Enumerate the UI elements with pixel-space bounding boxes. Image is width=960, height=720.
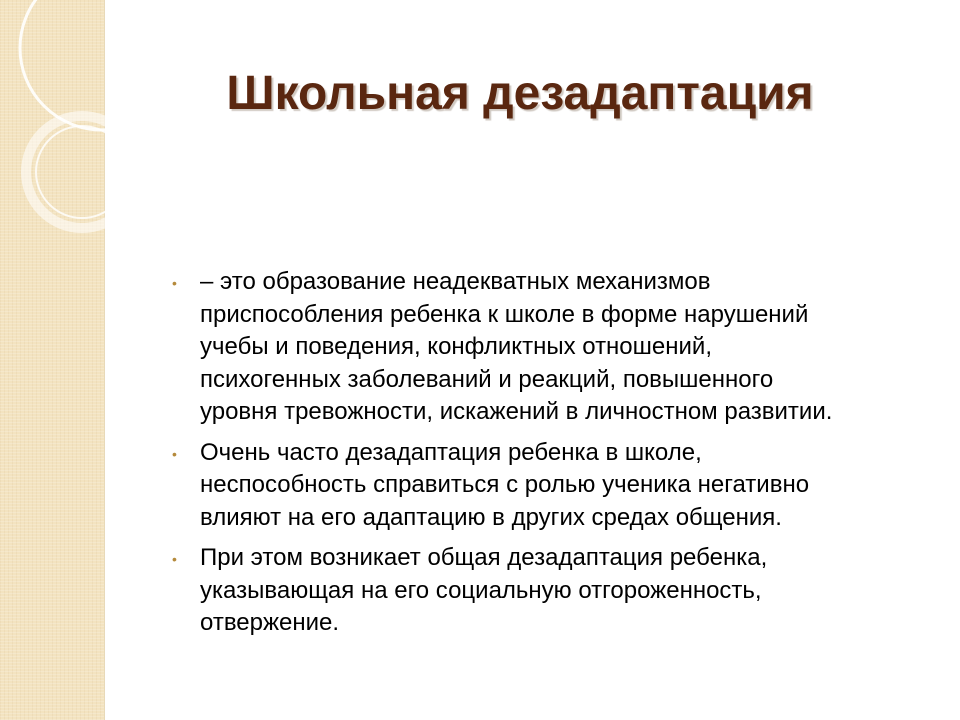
bullet-item-consequences xyxy=(172,437,912,535)
bullet-text: При этом возникает общая дезадаптация ребенка, указывающая на его социальную отгороженность, отвержение. xyxy=(200,544,768,636)
bullet-item-definition xyxy=(172,266,912,429)
decorative-rings xyxy=(0,0,140,260)
bullet-item-general-maladaptation xyxy=(172,542,912,640)
bullet-text: Очень часто дезадаптация ребенка в школе, неспособность справиться с ролью ученика негативно влияют на его адаптацию в других средах общения. xyxy=(200,438,810,531)
bullet-marker: • xyxy=(172,275,177,291)
bullet-text: – это образование неадекватных механизмов приспособления ребенка к школе в форме нарушений учебы и поведения, конфликтных отношений, психогенных заболеваний и реакций, повышенного уровня тревожности, искажений в личностном развитии. xyxy=(200,268,833,425)
bullet-marker: • xyxy=(172,445,177,462)
slide-title: Школьная дезадаптация xyxy=(226,67,814,120)
bullet-marker: • xyxy=(172,551,177,567)
small-ring xyxy=(26,116,138,228)
small-ring-outline xyxy=(36,126,128,218)
bullet-list xyxy=(172,266,912,648)
